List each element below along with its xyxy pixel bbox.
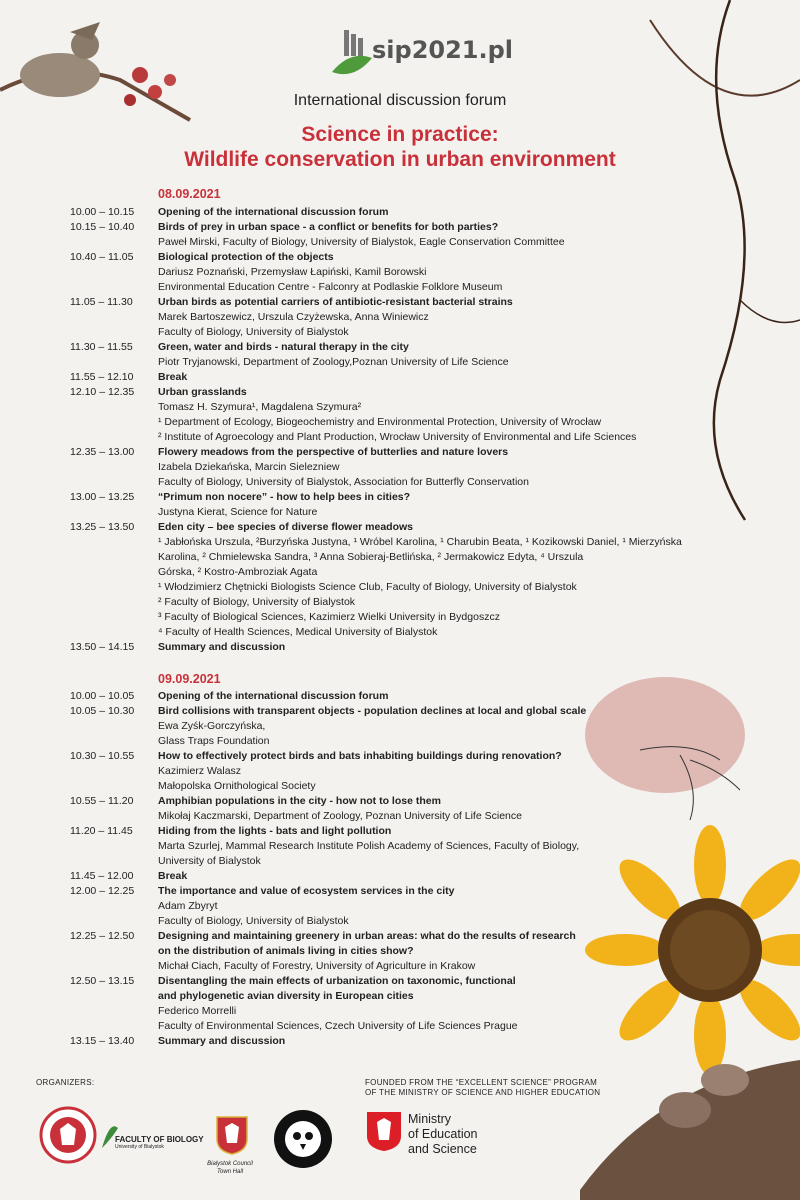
entry-time: 10.00 – 10.05 [70,690,135,702]
entry-time: 13.25 – 13.50 [70,521,135,533]
entry-detail: Piotr Tryjanowski, Department of Zoology,Poznan University of Life Science [158,356,509,368]
schedule-entry [70,824,750,869]
entry-time: 11.05 – 11.30 [70,296,133,308]
entry-time: 12.00 – 12.25 [70,885,135,897]
council-line-2: Town Hall [216,1169,244,1175]
entry-title: Urban birds as potential carriers of antibiotic-resistant bacterial strains [158,296,513,308]
entry-title: “Primum non nocere” - how to help bees in cities? [158,491,411,503]
bialystok-coat-of-arms [215,1115,249,1155]
entry-detail: Faculty of Biology, University of Bialystok [158,915,349,927]
entry-title: Break [158,371,188,383]
schedule-entry [70,869,750,884]
schedule-entry [70,250,750,295]
schedule-entry [70,520,750,640]
entry-title: Urban grasslands [158,386,247,398]
entry-title-cont: and phylogenetic avian diversity in European cities [158,990,414,1002]
entry-title: Amphibian populations in the city - how not to lose them [158,795,441,807]
ministry-line-1: Ministry [408,1112,452,1126]
entry-title: Summary and discussion [158,1035,286,1047]
entry-body [158,929,750,974]
entry-body [158,1034,750,1049]
entry-time: 13.50 – 14.15 [70,641,135,653]
entry-body [158,704,750,749]
ministry-logo-text [408,1112,478,1157]
entry-body [158,250,750,295]
entry-detail: Marta Szurlej, Mammal Research Institute Polish Academy of Sciences, Faculty of Biology, [158,840,580,852]
faculty-of-biology-logo [115,1135,204,1150]
entry-detail: Mikołaj Kaczmarski, Department of Zoology, Poznan University of Life Science [158,810,522,822]
entry-title: Opening of the international discussion forum [158,690,389,702]
entry-detail: ² Institute of Agroecology and Plant Production, Wrocław University of Environmental and Life Sciences [158,431,637,443]
entry-title: The importance and value of ecosystem services in the city [158,885,455,897]
entry-detail: Justyna Kierat, Science for Nature [158,506,318,518]
entry-detail: University of Bialystok [158,855,261,867]
entry-body [158,340,750,370]
entry-detail: Faculty of Biology, University of Bialystok, Association for Butterfly Conservation [158,476,529,488]
entry-title: Eden city – bee species of diverse flower meadows [158,521,414,533]
schedule-entry [70,794,750,824]
entry-detail: Environmental Education Centre - Falconry at Podlaskie Folklore Museum [158,281,503,293]
entry-body [158,794,750,824]
entry-body [158,445,750,490]
entry-detail: Faculty of Biology, University of Bialystok [158,326,349,338]
schedule-entry [70,385,750,445]
entry-detail: Michał Ciach, Faculty of Forestry, University of Agriculture in Krakow [158,960,476,972]
ministry-line-3: and Science [408,1142,477,1156]
entry-time: 10.05 – 10.30 [70,705,135,717]
entry-time: 13.15 – 13.40 [70,1035,135,1047]
entry-title: Break [158,870,188,882]
title-line-2: Wildlife conservation in urban environment [184,148,616,171]
funding-line-1: FOUNDED FROM THE “EXCELLENT SCIENCE” PROGRAM [365,1078,598,1087]
schedule-entry [70,640,750,655]
entry-detail: Górska, ² Kostro-Ambroziak Agata [158,566,318,578]
university-seal-logo [38,1105,98,1165]
entry-detail: Małopolska Ornithological Society [158,780,316,792]
entry-body [158,884,750,929]
schedule-entry [70,974,750,1034]
entry-detail: Paweł Mirski, Faculty of Biology, University of Bialystok, Eagle Conservation Committee [158,236,565,248]
entry-title: How to effectively protect birds and bats inhabiting buildings during renovation? [158,750,562,762]
entry-title: Designing and maintaining greenery in urban areas: what do the results of research [158,930,576,942]
entry-title: Green, water and birds - natural therapy in the city [158,341,409,353]
schedule-entry [70,490,750,520]
entry-title: Birds of prey in urban space - a conflict or benefits for both parties? [158,221,499,233]
title-line-1: Science in practice: [301,123,499,146]
entry-body [158,370,750,385]
entry-body [158,385,750,445]
entry-detail: ¹ Włodzimierz Chętnicki Biologists Science Club, Faculty of Biology, University of Bialystok [158,581,577,593]
poland-eagle-emblem [365,1110,403,1152]
entry-title: Summary and discussion [158,641,286,653]
entry-detail: Faculty of Environmental Sciences, Czech University of Life Sciences Prague [158,1020,518,1032]
entry-detail: Marek Bartoszewicz, Urszula Czyżewska, Anna Winiewicz [158,311,429,323]
entry-detail: Tomasz H. Szymura¹, Magdalena Szymura² [158,401,362,413]
entry-time: 12.25 – 12.50 [70,930,135,942]
schedule-entry [70,370,750,385]
schedule-entry [70,295,750,340]
schedule-entry [70,205,750,220]
entry-body [158,689,750,704]
schedule-entry [70,929,750,974]
entry-time: 10.30 – 10.55 [70,750,135,762]
entry-time: 11.20 – 11.45 [70,825,133,837]
entry-body [158,520,750,640]
schedule-entry [70,749,750,794]
faculty-sub: University of Bialystok [115,1144,164,1150]
funding-note [365,1078,600,1098]
entry-title: Disentangling the main effects of urbanization on taxonomic, functional [158,975,516,987]
schedule-entry [70,704,750,749]
day2-date: 09.09.2021 [158,672,221,686]
schedule-entry [70,445,750,490]
schedule-entry [70,1034,750,1049]
entry-detail: ⁴ Faculty of Health Sciences, Medical University of Bialystok [158,626,438,638]
schedule-entry [70,340,750,370]
entry-body [158,220,750,250]
schedule-entry [70,884,750,929]
entry-detail: ¹ Jabłońska Urszula, ²Burzyńska Justyna, ¹ Wróbel Karolina, ¹ Charubin Beata, ¹ Kozikowski Daniel, ¹ Mierzyńska [158,536,682,548]
logo-mark-icon [330,28,375,80]
entry-time: 11.45 – 12.00 [70,870,134,882]
entry-time: 11.30 – 11.55 [70,341,133,353]
entry-time: 12.10 – 12.35 [70,386,135,398]
entry-detail: Adam Zbyryt [158,900,218,912]
entry-time: 10.40 – 11.05 [70,251,134,263]
entry-body [158,824,750,869]
entry-body [158,490,750,520]
day2-schedule [70,689,750,1049]
entry-detail: Ewa Zyśk-Gorczyńska, [158,720,266,732]
forum-subtitle: International discussion forum [293,92,507,109]
entry-detail: Dariusz Poznański, Przemysław Łapiński, Kamil Borowski [158,266,427,278]
entry-body [158,295,750,340]
entry-time: 10.00 – 10.15 [70,206,135,218]
entry-time: 12.50 – 13.15 [70,975,135,987]
entry-time: 11.55 – 12.10 [70,371,134,383]
schedule-entry [70,689,750,704]
entry-body [158,749,750,794]
day1-date: 08.09.2021 [158,187,221,201]
entry-body [158,640,750,655]
entry-time: 10.15 – 10.40 [70,221,135,233]
entry-time: 12.35 – 13.00 [70,446,135,458]
entry-time: 13.00 – 13.25 [70,491,135,503]
organizers-label: ORGANIZERS: [36,1078,95,1087]
entry-body [158,974,750,1034]
entry-time: 10.55 – 11.20 [70,795,134,807]
entry-detail: Karolina, ² Chmielewska Sandra, ³ Anna Sobieraj-Betlińska, ² Jermakowicz Edyta, ⁴ Urszula [158,551,584,563]
entry-title: Flowery meadows from the perspective of butterlies and nature lovers [158,446,509,458]
schedule-entry [70,220,750,250]
faculty-name: FACULTY OF BIOLOGY [115,1135,204,1144]
bialystok-council-caption [200,1160,260,1176]
entry-detail: Izabela Dziekańska, Marcin Sielezniew [158,461,340,473]
entry-detail: ² Faculty of Biology, University of Bialystok [158,596,356,608]
entry-title: Biological protection of the objects [158,251,334,263]
entry-detail: Federico Morrelli [158,1005,237,1017]
entry-detail: Glass Traps Foundation [158,735,270,747]
entry-title: Hiding from the lights - bats and light pollution [158,825,392,837]
event-title [0,122,800,172]
entry-detail: ¹ Department of Ecology, Biogeochemistry and Environmental Protection, University of Wrocław [158,416,602,428]
brand-name: sip2021.pl [372,36,514,64]
site-logo [330,28,530,83]
ministry-line-2: of Education [408,1127,478,1141]
entry-body [158,869,750,884]
birds-society-logo [272,1108,334,1170]
entry-title: Bird collisions with transparent objects - population declines at local and global scale [158,705,587,717]
entry-title: Opening of the international discussion forum [158,206,389,218]
entry-detail: Kazimierz Walasz [158,765,242,777]
day1-schedule [70,205,750,655]
entry-body [158,205,750,220]
council-line-1: Bialystok Council [207,1161,253,1167]
entry-detail: ³ Faculty of Biological Sciences, Kazimierz Wielki University in Bydgoszcz [158,611,500,623]
funding-line-2: OF THE MINISTRY OF SCIENCE AND HIGHER EDUCATION [365,1088,601,1097]
entry-title-cont: on the distribution of animals living in cities show? [158,945,414,957]
